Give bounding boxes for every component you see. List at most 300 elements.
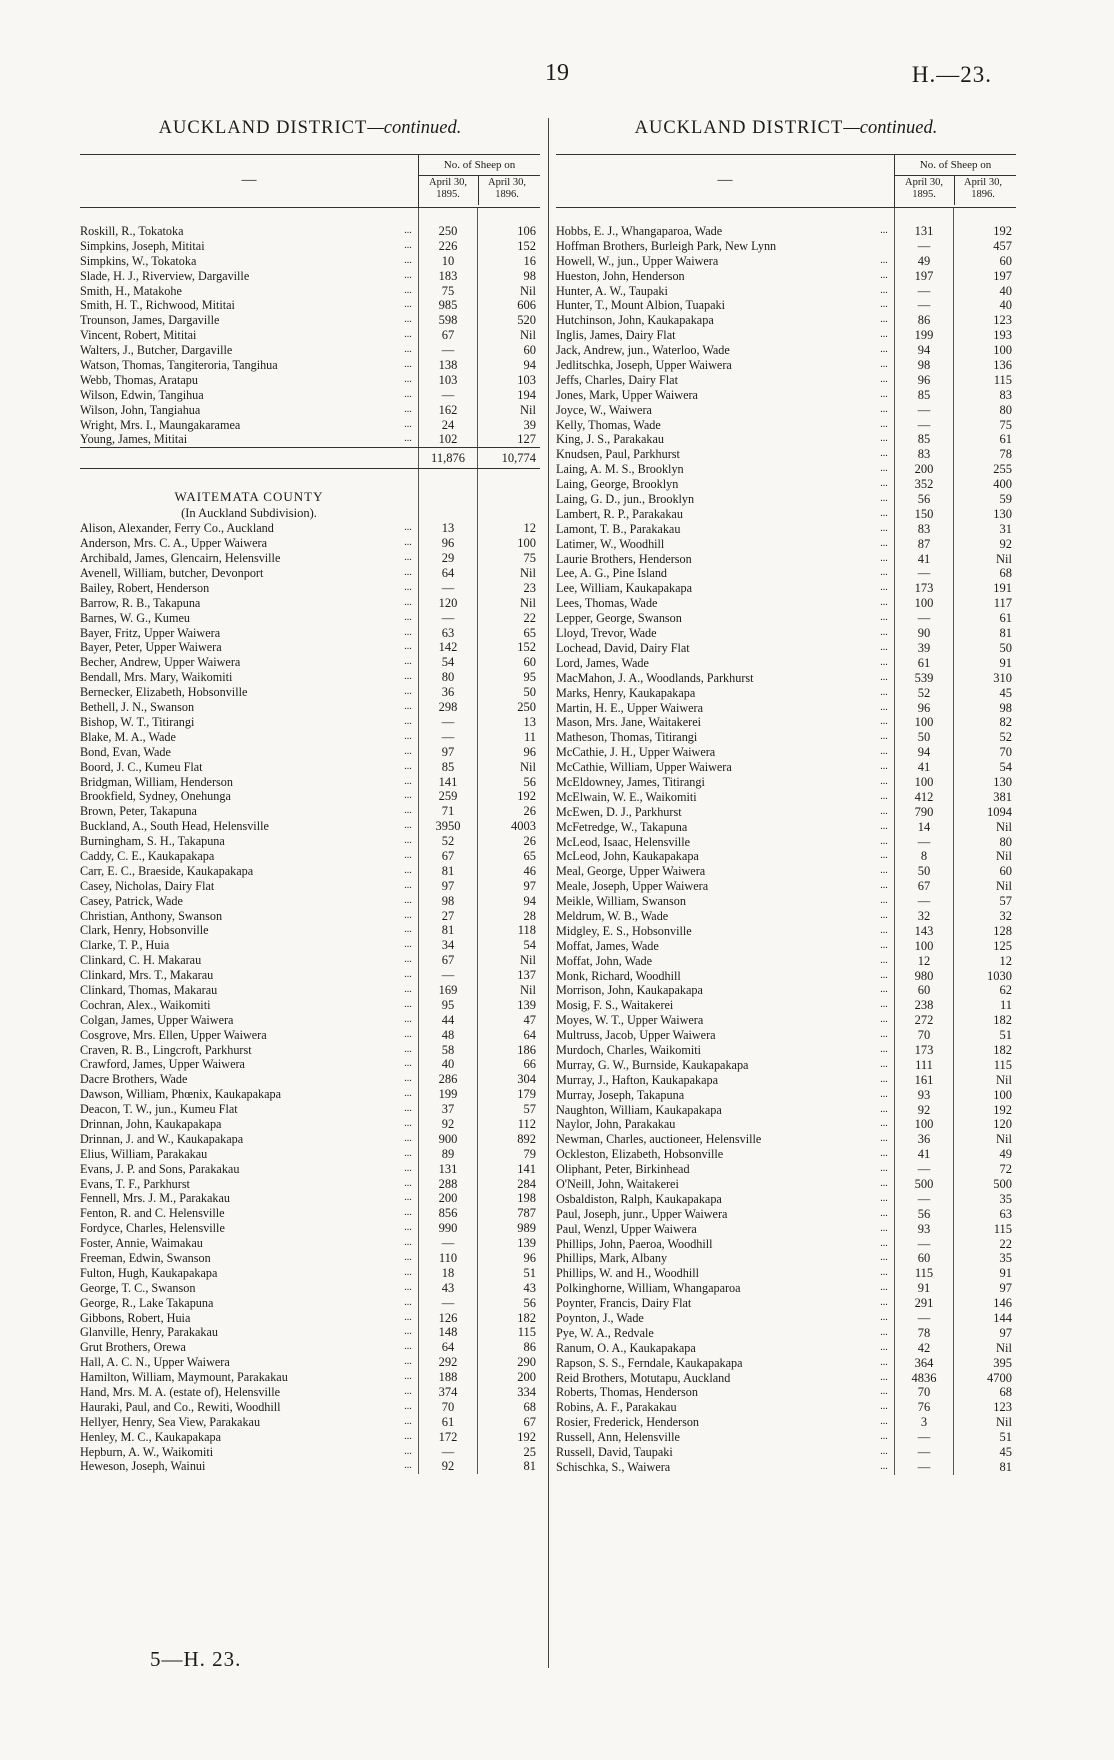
sheep-1895: 500: [914, 1177, 934, 1191]
owner-name: McCathie, J. H., Upper Waiwera: [556, 745, 716, 760]
leader-dots: ...: [880, 552, 888, 564]
sheep-1896: 255: [993, 462, 1012, 477]
leader-dots: ...: [880, 463, 888, 475]
owner-name: Meal, George, Upper Waiwera: [556, 864, 706, 879]
leader-dots: ...: [404, 671, 412, 683]
sheep-1896: 182: [993, 1042, 1012, 1057]
sheep-1895: 50: [917, 730, 931, 745]
table-row: [556, 1088, 1016, 1103]
leader-dots: ...: [880, 1058, 888, 1070]
sheep-1896: 191: [993, 581, 1012, 596]
table-row: [556, 507, 1016, 522]
table-row: [80, 655, 540, 670]
table-header-right: [556, 154, 1016, 208]
total-1895: 11,876: [431, 451, 465, 466]
owner-name: Bayer, Peter, Upper Waiwera: [80, 640, 222, 655]
name-column-header: —: [717, 172, 733, 188]
table-row: [80, 521, 540, 536]
owner-name: Russell, Ann, Helensville: [556, 1430, 680, 1445]
table-row: [556, 998, 1016, 1013]
owner-name: Crawford, James, Upper Waiwera: [80, 1057, 245, 1072]
leader-dots: ...: [404, 835, 412, 847]
sheep-1895: 985: [438, 298, 458, 313]
leader-dots: ...: [880, 1073, 888, 1085]
leader-dots: ...: [404, 611, 412, 623]
table-row: [80, 1132, 540, 1147]
table-row: [556, 715, 1016, 730]
owner-name: Marks, Henry, Kaukapakapa: [556, 685, 696, 700]
table-row: [80, 1340, 540, 1355]
sheep-1896: 70: [999, 745, 1012, 760]
sheep-1896: 35: [999, 1251, 1012, 1266]
leader-dots: ...: [404, 1400, 412, 1412]
leader-dots: ...: [404, 894, 412, 906]
table-row: [80, 879, 540, 894]
sheep-1895: —: [917, 417, 931, 432]
sheep-1895: —: [917, 1162, 931, 1177]
county-heading: WAITEMATA COUNTY: [174, 489, 324, 505]
leader-dots: ...: [404, 254, 412, 266]
sheep-1896: 197: [993, 268, 1012, 283]
year-1896-header: April 30, 1896.: [478, 175, 535, 205]
table-row: [80, 730, 540, 745]
sheep-1895: —: [917, 1191, 931, 1206]
sheep-1896: 51: [999, 1430, 1012, 1445]
district-name: AUCKLAND DISTRICT: [158, 118, 368, 138]
leader-dots: ...: [880, 805, 888, 817]
sheep-1896: Nil: [520, 283, 536, 298]
owner-name: McLeod, John, Kaukapakapa: [556, 849, 699, 864]
table-row: [556, 1445, 1016, 1460]
leader-dots: ...: [404, 1073, 412, 1085]
owner-name: Clarke, T. P., Huia: [80, 938, 170, 953]
sheep-1896: 50: [523, 685, 536, 700]
leader-dots: ...: [404, 656, 412, 668]
district-name: AUCKLAND DISTRICT: [634, 118, 844, 138]
sheep-1895: 138: [438, 358, 458, 373]
table-row: [80, 1087, 540, 1102]
sheep-1895: 3: [920, 1415, 928, 1430]
leader-dots: ...: [880, 1163, 888, 1175]
leader-dots: ...: [404, 805, 412, 817]
sheep-1896: 40: [999, 283, 1012, 298]
district-title-right: [556, 118, 1016, 138]
leader-dots: ...: [880, 775, 888, 787]
leader-dots: ...: [880, 1401, 888, 1413]
sheep-1896: 115: [517, 1325, 536, 1340]
sheep-1895: 200: [914, 462, 934, 477]
sheep-1895: 298: [438, 700, 458, 715]
sheep-1896: 100: [517, 536, 536, 551]
table-row: [556, 1266, 1016, 1281]
sheep-1895: 80: [441, 670, 455, 685]
owner-name: Wilson, Edwin, Tangihua: [80, 387, 204, 402]
leader-dots: ...: [404, 1296, 412, 1308]
sheep-1896: 125: [993, 938, 1012, 953]
leader-dots: ...: [404, 686, 412, 698]
sheep-1896: 1094: [987, 804, 1012, 819]
sheep-1896: 457: [993, 238, 1012, 253]
sheep-1895: 41: [917, 1147, 931, 1162]
owner-name: Gibbons, Robert, Huia: [80, 1310, 191, 1325]
sheep-1896: Nil: [996, 551, 1012, 566]
table-row: [80, 1400, 540, 1415]
table-row: [556, 1296, 1016, 1311]
sheep-1896: 45: [999, 1445, 1012, 1460]
sheep-1896: 137: [517, 968, 536, 983]
table-row: [556, 626, 1016, 641]
table-row: [556, 596, 1016, 611]
leader-dots: ...: [880, 909, 888, 921]
leader-dots: ...: [880, 344, 888, 356]
owner-name: Robins, A. F., Parakakau: [556, 1400, 677, 1415]
owner-name: Anderson, Mrs. C. A., Upper Waiwera: [80, 536, 267, 551]
sheep-1895: 100: [914, 1117, 934, 1132]
owner-name: Lees, Thomas, Wade: [556, 596, 658, 611]
owner-name: Monk, Richard, Woodhill: [556, 968, 681, 983]
continued-label: —continued.: [843, 118, 938, 138]
table-row: [556, 403, 1016, 418]
owner-name: Lepper, George, Swanson: [556, 611, 682, 626]
table-row: [80, 760, 540, 775]
sheep-1895: 598: [438, 313, 458, 328]
sheep-1895: 12: [917, 953, 931, 968]
sheep-1896: 63: [999, 1206, 1012, 1221]
sheep-1895: 188: [438, 1370, 458, 1385]
leader-dots: ...: [404, 820, 412, 832]
owner-name: Cosgrove, Mrs. Ellen, Upper Waiwera: [80, 1027, 267, 1042]
table-row: [556, 284, 1016, 299]
sheep-1896: 12: [999, 953, 1012, 968]
sheep-1896: 75: [523, 551, 536, 566]
owner-name: Roskill, R., Tokatoka: [80, 224, 184, 238]
sheep-1895: 100: [914, 938, 934, 953]
sheep-1896: 16: [523, 253, 536, 268]
leader-dots: ...: [404, 1028, 412, 1040]
sheep-1896: 310: [993, 670, 1012, 685]
owner-name: Hamilton, William, Maymount, Parakakau: [80, 1370, 288, 1385]
leader-dots: ...: [404, 1341, 412, 1353]
sheep-1895: 93: [917, 1087, 931, 1102]
owner-name: Jack, Andrew, jun., Waterloo, Wade: [556, 343, 730, 358]
owner-name: Hoffman Brothers, Burleigh Park, New Lynn: [556, 238, 777, 253]
sheep-1895: 67: [441, 328, 455, 343]
owner-name: Carr, E. C., Braeside, Kaukapakapa: [80, 863, 254, 878]
sheep-1895: 36: [441, 685, 455, 700]
table-row: [556, 1177, 1016, 1192]
table-body-right: [556, 208, 1016, 1475]
sheep-1896: 112: [517, 1116, 536, 1131]
sheep-1896: 4003: [511, 819, 536, 834]
sheep-1896: 43: [523, 1280, 536, 1295]
leader-dots: ...: [880, 1133, 888, 1145]
sheep-1896: Nil: [996, 1072, 1012, 1087]
sheep-1896: 186: [517, 1042, 536, 1057]
sheep-1895: 32: [917, 908, 931, 923]
table-row: [556, 954, 1016, 969]
sheep-count-header: No. of Sheep on: [894, 155, 1016, 176]
sheep-1895: 374: [438, 1385, 458, 1400]
leader-dots: ...: [880, 924, 888, 936]
sheep-1895: 286: [438, 1072, 458, 1087]
sheep-1895: 8: [920, 849, 928, 864]
sheep-1896: 127: [517, 432, 536, 447]
sheep-1896: 61: [999, 611, 1012, 626]
table-row: [556, 1162, 1016, 1177]
owner-name: Fennell, Mrs. J. M., Parakakau: [80, 1191, 230, 1206]
sheep-1895: 92: [441, 1116, 455, 1131]
table-row: [80, 1117, 540, 1132]
subdivision-heading: (In Auckland Subdivision).: [181, 506, 317, 521]
leader-dots: ...: [880, 597, 888, 609]
sheep-1896: Nil: [996, 849, 1012, 864]
table-row: [80, 1325, 540, 1340]
owner-name: Slade, H. J., Riverview, Dargaville: [80, 268, 250, 283]
leader-dots: ...: [404, 1147, 412, 1159]
table-row: [556, 1460, 1016, 1475]
sheep-1896: 96: [523, 1251, 536, 1265]
sheep-1896: 179: [517, 1087, 536, 1102]
sheep-1895: 52: [917, 685, 931, 700]
owner-name: Dacre Brothers, Wade: [80, 1072, 188, 1087]
sheep-1896: 65: [523, 848, 536, 863]
sheep-1895: 91: [917, 1281, 931, 1296]
sheep-1895: 97: [441, 744, 455, 759]
sheep-1895: 14: [917, 819, 931, 834]
owner-name: Archibald, James, Glencairn, Helensville: [80, 551, 281, 566]
owner-name: Jones, Mark, Upper Waiwera: [556, 387, 698, 402]
owner-name: Blake, M. A., Wade: [80, 729, 176, 744]
leader-dots: ...: [880, 359, 888, 371]
leader-dots: ...: [404, 537, 412, 549]
table-row: [556, 313, 1016, 328]
sheep-1896: 80: [999, 834, 1012, 849]
sheep-1895: 54: [441, 655, 455, 670]
leader-dots: ...: [404, 359, 412, 371]
table-row: [80, 1057, 540, 1072]
leader-dots: ...: [404, 1326, 412, 1338]
sheep-1896: 97: [999, 1281, 1012, 1296]
table-row: [80, 1459, 540, 1474]
leader-dots: ...: [880, 627, 888, 639]
table-row: [556, 1073, 1016, 1088]
sheep-1895: 85: [917, 387, 931, 402]
table-row: [556, 298, 1016, 313]
leader-dots: ...: [880, 507, 888, 519]
owner-name: Bridgman, William, Henderson: [80, 774, 233, 789]
table-row: [556, 775, 1016, 790]
leader-dots: ...: [404, 225, 412, 236]
sheep-1895: 162: [438, 402, 458, 417]
sheep-1896: 57: [999, 894, 1012, 909]
sheep-1896: 892: [517, 1131, 536, 1146]
table-row: [556, 462, 1016, 477]
leader-dots: ...: [404, 403, 412, 415]
table-row: [80, 923, 540, 938]
owner-name: Hutchinson, John, Kaukapakapa: [556, 313, 714, 328]
leader-dots: ...: [880, 1088, 888, 1100]
sheep-1895: 90: [917, 626, 931, 641]
owner-name: Moffat, John, Wade: [556, 953, 653, 968]
sheep-1895: 148: [438, 1325, 458, 1340]
table-row: [80, 1236, 540, 1251]
sheep-1895: 4836: [911, 1370, 937, 1385]
owner-name: Joyce, W., Waiwera: [556, 402, 652, 417]
sheep-1895: 100: [914, 774, 934, 789]
owner-name: Hobbs, E. J., Whangaparoa, Wade: [556, 224, 723, 238]
leader-dots: ...: [404, 1177, 412, 1189]
owner-name: Hand, Mrs. M. A. (estate of), Helensville: [80, 1385, 281, 1400]
sheep-1895: 352: [914, 477, 934, 492]
sheep-1895: 92: [441, 1459, 455, 1474]
sheep-1896: 787: [517, 1206, 536, 1221]
leader-dots: ...: [880, 582, 888, 594]
sheep-1895: 58: [441, 1042, 455, 1057]
sheep-1896: 115: [993, 1057, 1012, 1072]
sheep-1896: 40: [999, 298, 1012, 313]
sheep-1895: 103: [438, 372, 458, 387]
leader-dots: ...: [404, 1088, 412, 1100]
leader-dots: ...: [880, 403, 888, 415]
table-row: [80, 224, 540, 239]
table-row: [80, 1385, 540, 1400]
leader-dots: ...: [404, 745, 412, 757]
table-row: [80, 343, 540, 358]
owner-name: McEwen, D. J., Parkhurst: [556, 804, 682, 819]
sheep-1896: 381: [993, 789, 1012, 804]
owner-name: Clinkard, Thomas, Makarau: [80, 982, 218, 997]
sheep-1896: 91: [999, 1266, 1012, 1281]
table-row: [556, 730, 1016, 745]
sheep-1895: 43: [441, 1280, 455, 1295]
table-row: [556, 1251, 1016, 1266]
sheep-1895: 539: [914, 670, 934, 685]
sheep-1896: Nil: [996, 819, 1012, 834]
owner-name: Bailey, Robert, Henderson: [80, 580, 210, 595]
owner-name: King, J. S., Parakakau: [556, 432, 664, 447]
sheep-1896: 22: [999, 1236, 1012, 1251]
sheep-1896: 60: [999, 253, 1012, 268]
owner-name: Knudsen, Paul, Parkhurst: [556, 447, 680, 462]
table-row: [556, 432, 1016, 447]
sheep-1896: 28: [523, 908, 536, 923]
sheep-1895: —: [441, 610, 455, 625]
leader-dots: ...: [404, 1252, 412, 1263]
sheep-1895: —: [917, 402, 931, 417]
owner-name: Lord, James, Wade: [556, 655, 649, 670]
sheep-1896: 13: [523, 714, 536, 729]
leader-dots: ...: [880, 1252, 888, 1264]
table-row: [80, 403, 540, 418]
owner-name: Avenell, William, butcher, Devonport: [80, 566, 264, 581]
table-row: [80, 418, 540, 433]
sheep-1895: —: [917, 566, 931, 581]
sheep-1895: 40: [441, 1057, 455, 1072]
owner-name: Reid Brothers, Motutapu, Auckland: [556, 1370, 731, 1385]
table-row: [80, 715, 540, 730]
leader-dots: ...: [404, 969, 412, 981]
sheep-1896: 130: [993, 774, 1012, 789]
table-row: [556, 537, 1016, 552]
sheep-1895: 37: [441, 1102, 455, 1117]
sheep-1895: 92: [917, 1102, 931, 1117]
leader-dots: ...: [880, 373, 888, 385]
table-row: [80, 1206, 540, 1221]
leader-dots: ...: [880, 537, 888, 549]
sheep-1895: 291: [914, 1296, 934, 1311]
owner-name: Becher, Andrew, Upper Waiwera: [80, 655, 241, 670]
sheep-1895: 27: [441, 908, 455, 923]
leader-dots: ...: [404, 1192, 412, 1204]
sheep-1896: 94: [523, 358, 536, 373]
owner-name: Heweson, Joseph, Wainui: [80, 1459, 206, 1474]
leader-dots: ...: [404, 626, 412, 638]
table-row: [556, 343, 1016, 358]
sheep-1896: 51: [523, 1265, 536, 1280]
sheep-1895: 83: [917, 447, 931, 462]
leader-dots: ...: [404, 879, 412, 891]
sheep-1896: 198: [517, 1191, 536, 1206]
owner-name: Inglis, James, Dairy Flat: [556, 328, 676, 343]
owner-name: Laurie Brothers, Henderson: [556, 551, 692, 566]
sheep-1895: 288: [438, 1176, 458, 1191]
sheep-1896: 92: [999, 536, 1012, 551]
sheep-1895: 980: [914, 968, 934, 983]
leader-dots: ...: [880, 1043, 888, 1055]
sheep-1895: 141: [438, 774, 458, 789]
table-row: [556, 269, 1016, 284]
owner-name: Lee, A. G., Pine Island: [556, 566, 668, 581]
leader-dots: ...: [880, 1118, 888, 1130]
sheep-1896: 57: [523, 1102, 536, 1117]
sheep-1896: 97: [523, 878, 536, 893]
table-row: [556, 1013, 1016, 1028]
leader-dots: ...: [404, 1132, 412, 1144]
sheep-1896: 56: [523, 1295, 536, 1310]
sheep-1896: 86: [523, 1340, 536, 1355]
sheep-1896: 100: [993, 343, 1012, 358]
sheep-1896: 49: [999, 1147, 1012, 1162]
sheep-1896: 80: [999, 402, 1012, 417]
table-row: [556, 939, 1016, 954]
sheep-1896: 96: [523, 744, 536, 759]
sheep-1895: 96: [441, 536, 455, 551]
sheep-1896: 68: [999, 1385, 1012, 1400]
sheep-1896: Nil: [520, 402, 536, 417]
sheep-1895: 67: [441, 953, 455, 968]
table-row: [80, 938, 540, 953]
sheep-1896: 82: [999, 715, 1012, 730]
sheep-1896: Nil: [996, 1415, 1012, 1430]
table-row: [556, 849, 1016, 864]
owner-name: Paul, Wenzl, Upper Waiwera: [556, 1221, 697, 1236]
sheep-1895: —: [917, 1430, 931, 1445]
table-row: [556, 358, 1016, 373]
total-1896: 10,774: [501, 451, 536, 466]
sheep-count-header: No. of Sheep on: [418, 155, 540, 176]
owner-name: Burningham, S. H., Takapuna: [80, 834, 225, 849]
table-row: [80, 909, 540, 924]
table-row: [556, 388, 1016, 403]
table-row: [556, 522, 1016, 537]
leader-dots: ...: [404, 864, 412, 876]
sheep-1896: 290: [517, 1355, 536, 1370]
sheep-1896: 11: [523, 729, 536, 744]
table-row: [556, 611, 1016, 626]
sheep-1895: 52: [441, 834, 455, 849]
owner-name: McFetredge, W., Takapuna: [556, 819, 688, 834]
sheep-1896: 152: [517, 238, 536, 253]
